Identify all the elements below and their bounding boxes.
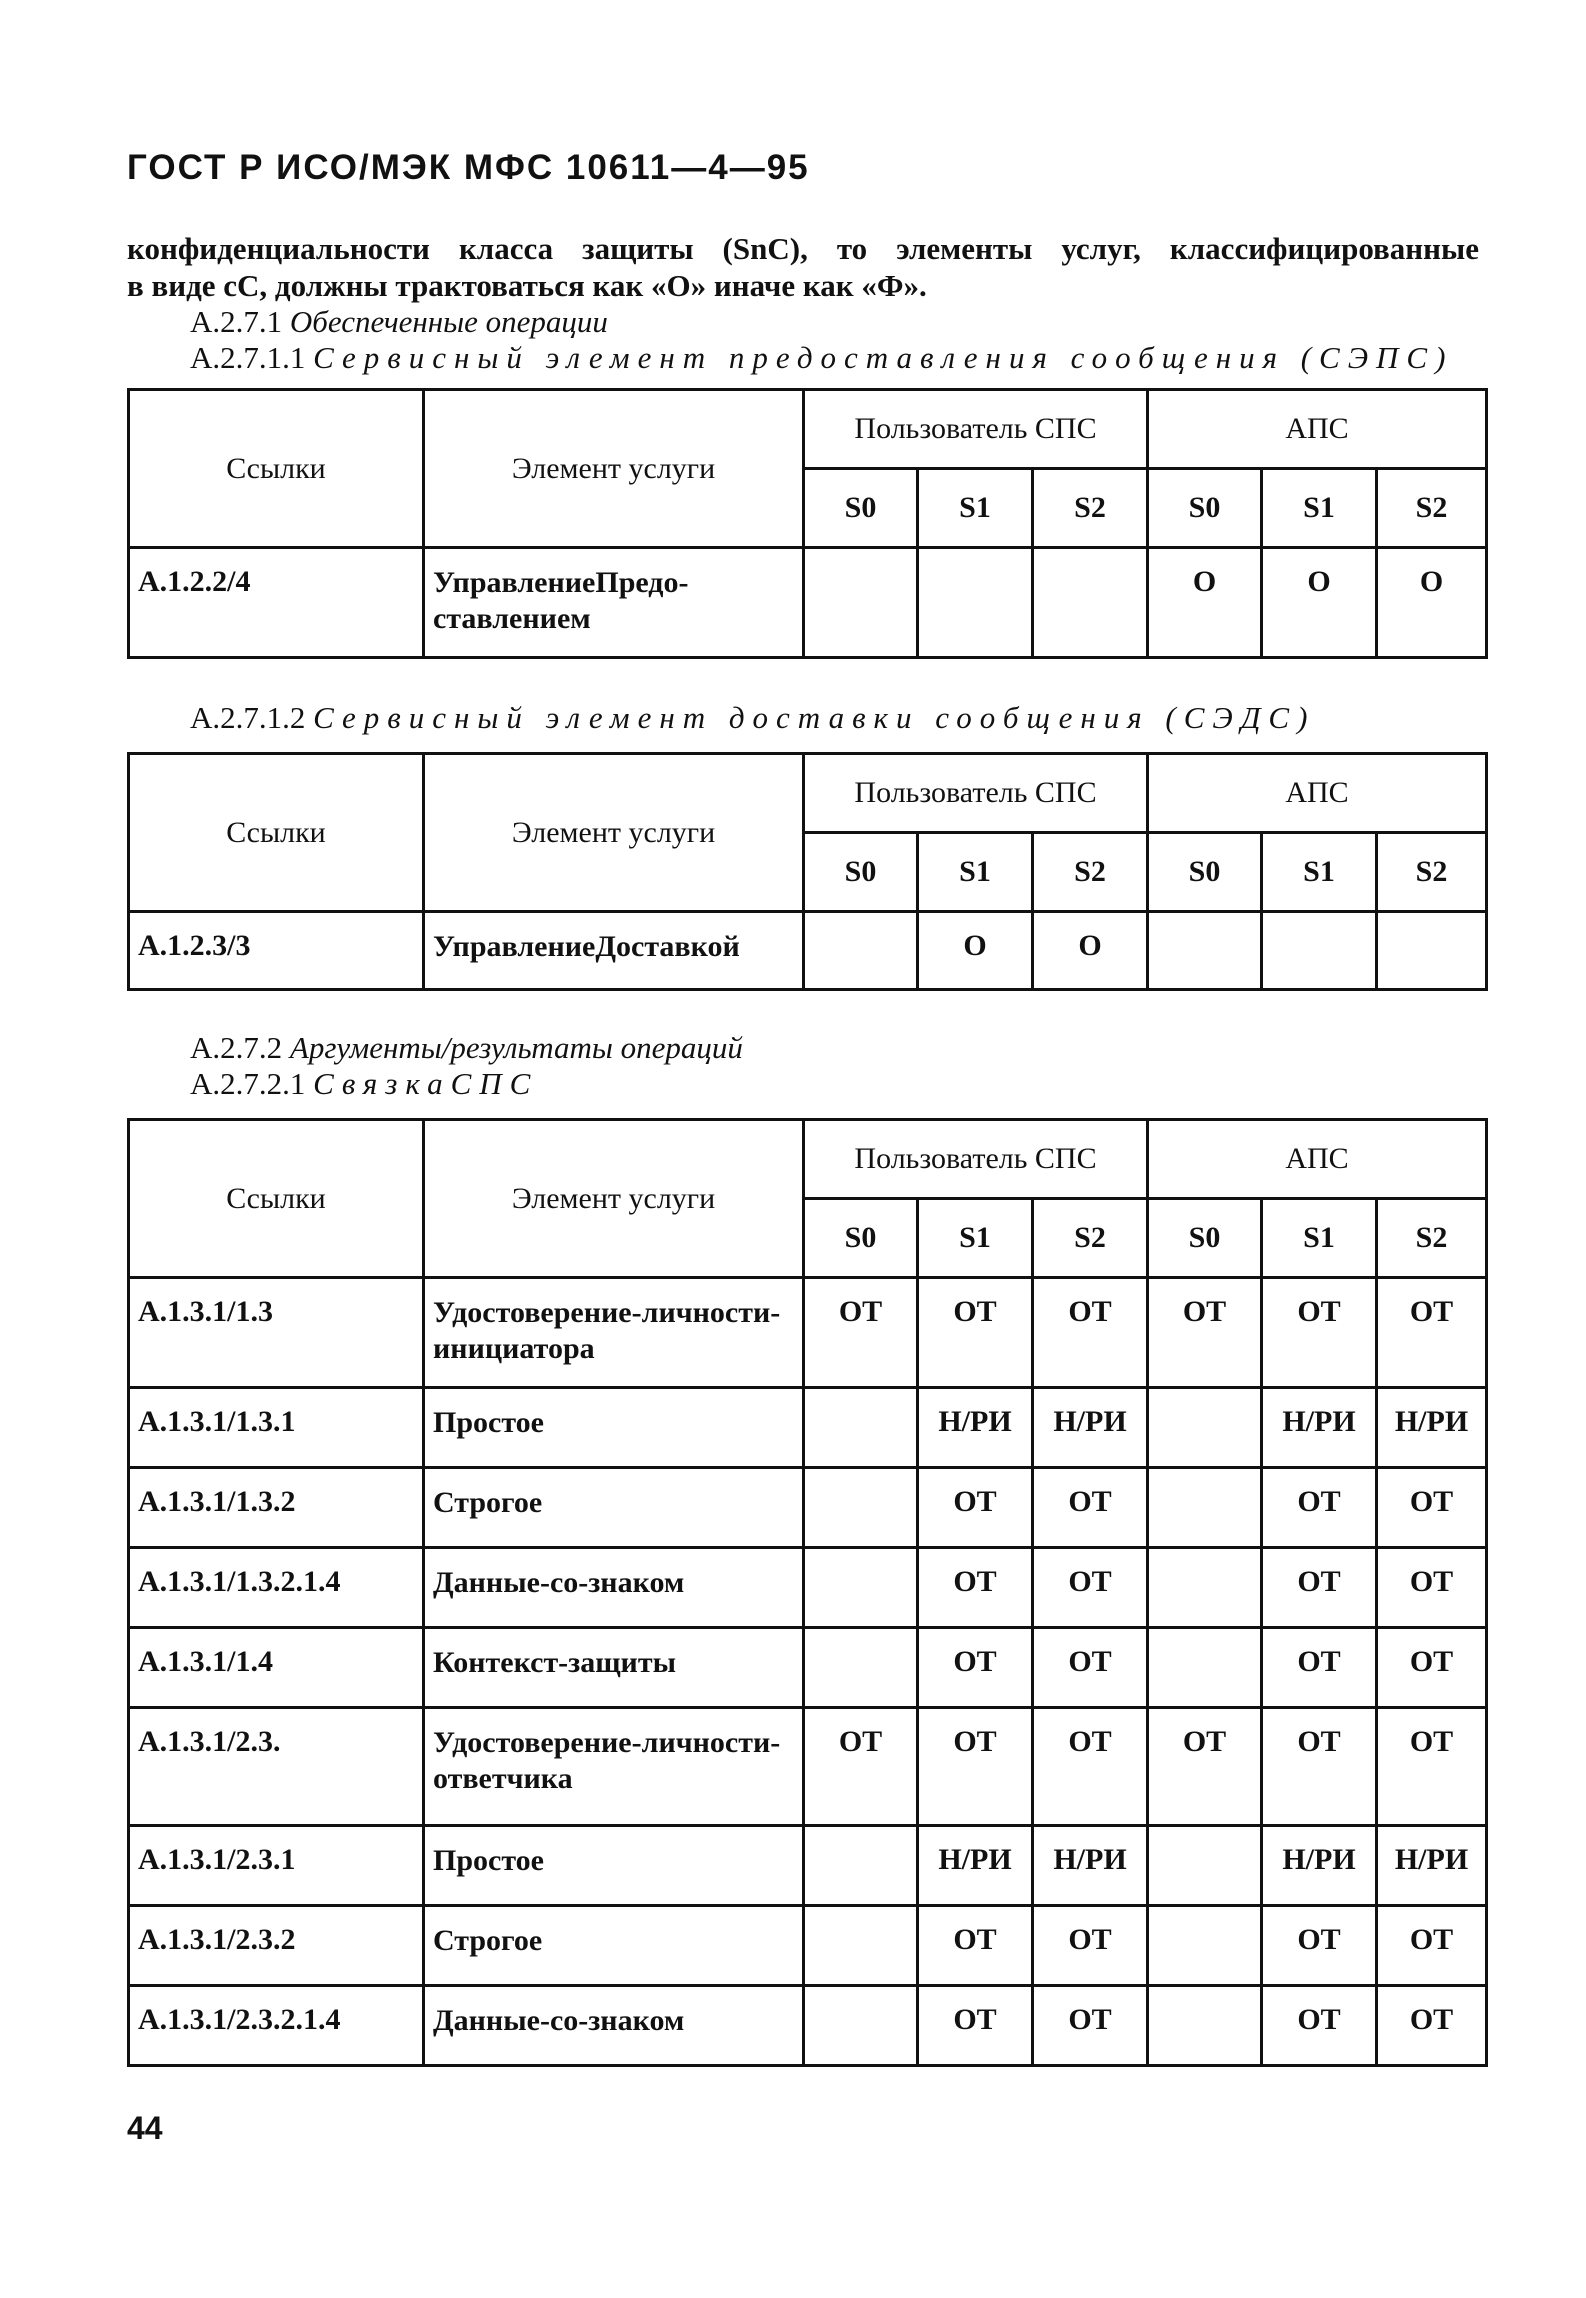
column-header-s2: S2 bbox=[1377, 1199, 1487, 1278]
cell-value: ОТ bbox=[1377, 1986, 1487, 2066]
cell-value: ОТ bbox=[1262, 1278, 1377, 1388]
column-header-s2: S2 bbox=[1377, 469, 1487, 548]
cell-value bbox=[1148, 1628, 1262, 1708]
column-group-aps: АПС bbox=[1148, 390, 1487, 469]
cell-value bbox=[1262, 912, 1377, 990]
column-header-s2: S2 bbox=[1033, 1199, 1148, 1278]
column-header-element: Элемент услуги bbox=[424, 1120, 804, 1278]
row-ref: А.1.2.2/4 bbox=[129, 548, 424, 658]
heading-number: А.2.7.1.1 bbox=[190, 340, 306, 375]
column-header-s0: S0 bbox=[1148, 469, 1262, 548]
column-header-s0: S0 bbox=[1148, 833, 1262, 912]
cell-value bbox=[918, 548, 1033, 658]
cell-value bbox=[1148, 1986, 1262, 2066]
column-header-s1: S1 bbox=[1262, 833, 1377, 912]
table-row bbox=[129, 1388, 1487, 1468]
cell-value: ОТ bbox=[918, 1278, 1033, 1388]
cell-value: Н/РИ bbox=[1262, 1388, 1377, 1468]
table-row bbox=[129, 912, 1487, 990]
cell-value: О bbox=[1033, 912, 1148, 990]
table-row bbox=[129, 1628, 1487, 1708]
column-header-s2: S2 bbox=[1033, 833, 1148, 912]
cell-value: ОТ bbox=[1377, 1468, 1487, 1548]
cell-value bbox=[804, 548, 918, 658]
row-ref: А.1.3.1/1.3.2.1.4 bbox=[129, 1548, 424, 1628]
cell-value bbox=[1148, 1826, 1262, 1906]
document-header: ГОСТ Р ИСО/МЭК МФС 10611—4—95 bbox=[127, 148, 810, 187]
column-header-s1: S1 bbox=[918, 469, 1033, 548]
cell-value: ОТ bbox=[1033, 1278, 1148, 1388]
cell-value: ОТ bbox=[1377, 1906, 1487, 1986]
table-row bbox=[129, 1548, 1487, 1628]
column-group-user: Пользователь СПС bbox=[804, 1120, 1148, 1199]
cell-value: ОТ bbox=[918, 1906, 1033, 1986]
row-ref: А.1.2.3/3 bbox=[129, 912, 424, 990]
table-row bbox=[129, 1708, 1487, 1826]
column-header-s2: S2 bbox=[1377, 833, 1487, 912]
cell-value: ОТ bbox=[1148, 1278, 1262, 1388]
cell-value: Н/РИ bbox=[918, 1826, 1033, 1906]
cell-value: ОТ bbox=[1262, 1986, 1377, 2066]
cell-value: ОТ bbox=[1033, 1906, 1148, 1986]
cell-value: Н/РИ bbox=[1377, 1826, 1487, 1906]
cell-value: О bbox=[1148, 548, 1262, 658]
row-element: Данные-со-знаком bbox=[424, 1548, 804, 1628]
column-header-s1: S1 bbox=[918, 1199, 1033, 1278]
cell-value: ОТ bbox=[1262, 1628, 1377, 1708]
cell-value: ОТ bbox=[1033, 1986, 1148, 2066]
row-ref: А.1.3.1/2.3. bbox=[129, 1708, 424, 1826]
cell-value: ОТ bbox=[918, 1548, 1033, 1628]
intro-line-1: конфиденциальности класса защиты (SnC), то элементы услуг, классифицированные bbox=[127, 231, 1479, 266]
cell-value bbox=[804, 1388, 918, 1468]
cell-value bbox=[804, 1986, 918, 2066]
heading-a2-7-2 bbox=[190, 1030, 743, 1066]
cell-value: ОТ bbox=[804, 1278, 918, 1388]
cell-value: ОТ bbox=[1377, 1708, 1487, 1826]
row-ref: А.1.3.1/2.3.2.1.4 bbox=[129, 1986, 424, 2066]
cell-value: Н/РИ bbox=[1033, 1826, 1148, 1906]
cell-value bbox=[1377, 912, 1487, 990]
heading-title: Аргументы/результаты операций bbox=[289, 1030, 743, 1065]
column-header-s0: S0 bbox=[804, 469, 918, 548]
table-row bbox=[129, 1986, 1487, 2066]
cell-value bbox=[1148, 912, 1262, 990]
cell-value: О bbox=[918, 912, 1033, 990]
cell-value: ОТ bbox=[1033, 1548, 1148, 1628]
row-ref: А.1.3.1/1.3.1 bbox=[129, 1388, 424, 1468]
cell-value: Н/РИ bbox=[1262, 1826, 1377, 1906]
cell-value: ОТ bbox=[918, 1628, 1033, 1708]
heading-number: А.2.7.1 bbox=[190, 304, 283, 339]
cell-value: ОТ bbox=[1262, 1708, 1377, 1826]
heading-title: Сервисный элемент предоставления сообщения (СЭПС) bbox=[313, 340, 1454, 375]
heading-number: А.2.7.2 bbox=[190, 1030, 283, 1065]
cell-value bbox=[804, 1548, 918, 1628]
heading-number: А.2.7.2.1 bbox=[190, 1066, 306, 1101]
cell-value: ОТ bbox=[1262, 1468, 1377, 1548]
cell-value: ОТ bbox=[1033, 1628, 1148, 1708]
cell-value bbox=[804, 1468, 918, 1548]
cell-value: ОТ bbox=[1377, 1548, 1487, 1628]
intro-line-2: в виде сС, должны трактоваться как «О» иначе как «Ф». bbox=[127, 268, 927, 303]
row-ref: А.1.3.1/2.3.1 bbox=[129, 1826, 424, 1906]
heading-title: Сервисный элемент доставки сообщения (СЭДС) bbox=[313, 700, 1316, 735]
heading-number: А.2.7.1.2 bbox=[190, 700, 306, 735]
cell-value: Н/РИ bbox=[1377, 1388, 1487, 1468]
row-element: Удостоверение-личности-ответчика bbox=[424, 1708, 804, 1826]
cell-value: О bbox=[1377, 548, 1487, 658]
row-element: Контекст-защиты bbox=[424, 1628, 804, 1708]
heading-a2-7-1 bbox=[190, 304, 608, 340]
cell-value bbox=[1148, 1388, 1262, 1468]
cell-value: О bbox=[1262, 548, 1377, 658]
heading-a2-7-1-1 bbox=[190, 340, 1453, 376]
column-header-s0: S0 bbox=[804, 833, 918, 912]
cell-value: ОТ bbox=[1377, 1628, 1487, 1708]
column-group-user: Пользователь СПС bbox=[804, 390, 1148, 469]
cell-value: ОТ bbox=[1262, 1906, 1377, 1986]
cell-value: ОТ bbox=[1377, 1278, 1487, 1388]
column-group-aps: АПС bbox=[1148, 1120, 1487, 1199]
row-ref: А.1.3.1/2.3.2 bbox=[129, 1906, 424, 1986]
column-header-element: Элемент услуги bbox=[424, 754, 804, 912]
cell-value: Н/РИ bbox=[918, 1388, 1033, 1468]
column-header-s1: S1 bbox=[918, 833, 1033, 912]
table-row bbox=[129, 548, 1487, 658]
cell-value: ОТ bbox=[1033, 1708, 1148, 1826]
column-header-element: Элемент услуги bbox=[424, 390, 804, 548]
cell-value: Н/РИ bbox=[1033, 1388, 1148, 1468]
heading-a2-7-2-1 bbox=[190, 1066, 538, 1102]
row-ref: А.1.3.1/1.3.2 bbox=[129, 1468, 424, 1548]
table-row bbox=[129, 1468, 1487, 1548]
cell-value bbox=[1148, 1906, 1262, 1986]
row-element: УправлениеПредо-ставлением bbox=[424, 548, 804, 658]
table-smde bbox=[127, 752, 1488, 991]
column-group-user: Пользователь СПС bbox=[804, 754, 1148, 833]
row-ref: А.1.3.1/1.3 bbox=[129, 1278, 424, 1388]
column-header-refs: Ссылки bbox=[129, 1120, 424, 1278]
cell-value bbox=[1033, 548, 1148, 658]
heading-a2-7-1-2 bbox=[190, 700, 1315, 736]
row-element: Простое bbox=[424, 1826, 804, 1906]
row-element: Данные-со-знаком bbox=[424, 1986, 804, 2066]
row-element: Строгое bbox=[424, 1906, 804, 1986]
cell-value: ОТ bbox=[918, 1708, 1033, 1826]
row-element: Строгое bbox=[424, 1468, 804, 1548]
cell-value bbox=[804, 1826, 918, 1906]
cell-value: ОТ bbox=[804, 1708, 918, 1826]
table-mts-binding bbox=[127, 1118, 1488, 2067]
column-header-s1: S1 bbox=[1262, 1199, 1377, 1278]
cell-value bbox=[804, 1906, 918, 1986]
cell-value: ОТ bbox=[1262, 1548, 1377, 1628]
cell-value bbox=[1148, 1548, 1262, 1628]
column-header-s0: S0 bbox=[1148, 1199, 1262, 1278]
row-element: Простое bbox=[424, 1388, 804, 1468]
column-header-s1: S1 bbox=[1262, 469, 1377, 548]
row-element: Удостоверение-личности-инициатора bbox=[424, 1278, 804, 1388]
column-header-refs: Ссылки bbox=[129, 390, 424, 548]
table-row bbox=[129, 1278, 1487, 1388]
row-element: УправлениеДоставкой bbox=[424, 912, 804, 990]
cell-value bbox=[804, 1628, 918, 1708]
table-row bbox=[129, 1826, 1487, 1906]
table-smse bbox=[127, 388, 1488, 659]
row-ref: А.1.3.1/1.4 bbox=[129, 1628, 424, 1708]
cell-value: ОТ bbox=[1148, 1708, 1262, 1826]
column-header-s2: S2 bbox=[1033, 469, 1148, 548]
column-header-s0: S0 bbox=[804, 1199, 918, 1278]
column-group-aps: АПС bbox=[1148, 754, 1487, 833]
table-row bbox=[129, 1906, 1487, 1986]
cell-value: ОТ bbox=[918, 1468, 1033, 1548]
intro-paragraph bbox=[127, 230, 1479, 304]
cell-value bbox=[1148, 1468, 1262, 1548]
heading-title: Обеспеченные операции bbox=[289, 304, 608, 339]
heading-title: СвязкаСПС bbox=[313, 1066, 539, 1101]
cell-value: ОТ bbox=[1033, 1468, 1148, 1548]
cell-value bbox=[804, 912, 918, 990]
cell-value: ОТ bbox=[918, 1986, 1033, 2066]
column-header-refs: Ссылки bbox=[129, 754, 424, 912]
page-number: 44 bbox=[127, 2110, 163, 2146]
